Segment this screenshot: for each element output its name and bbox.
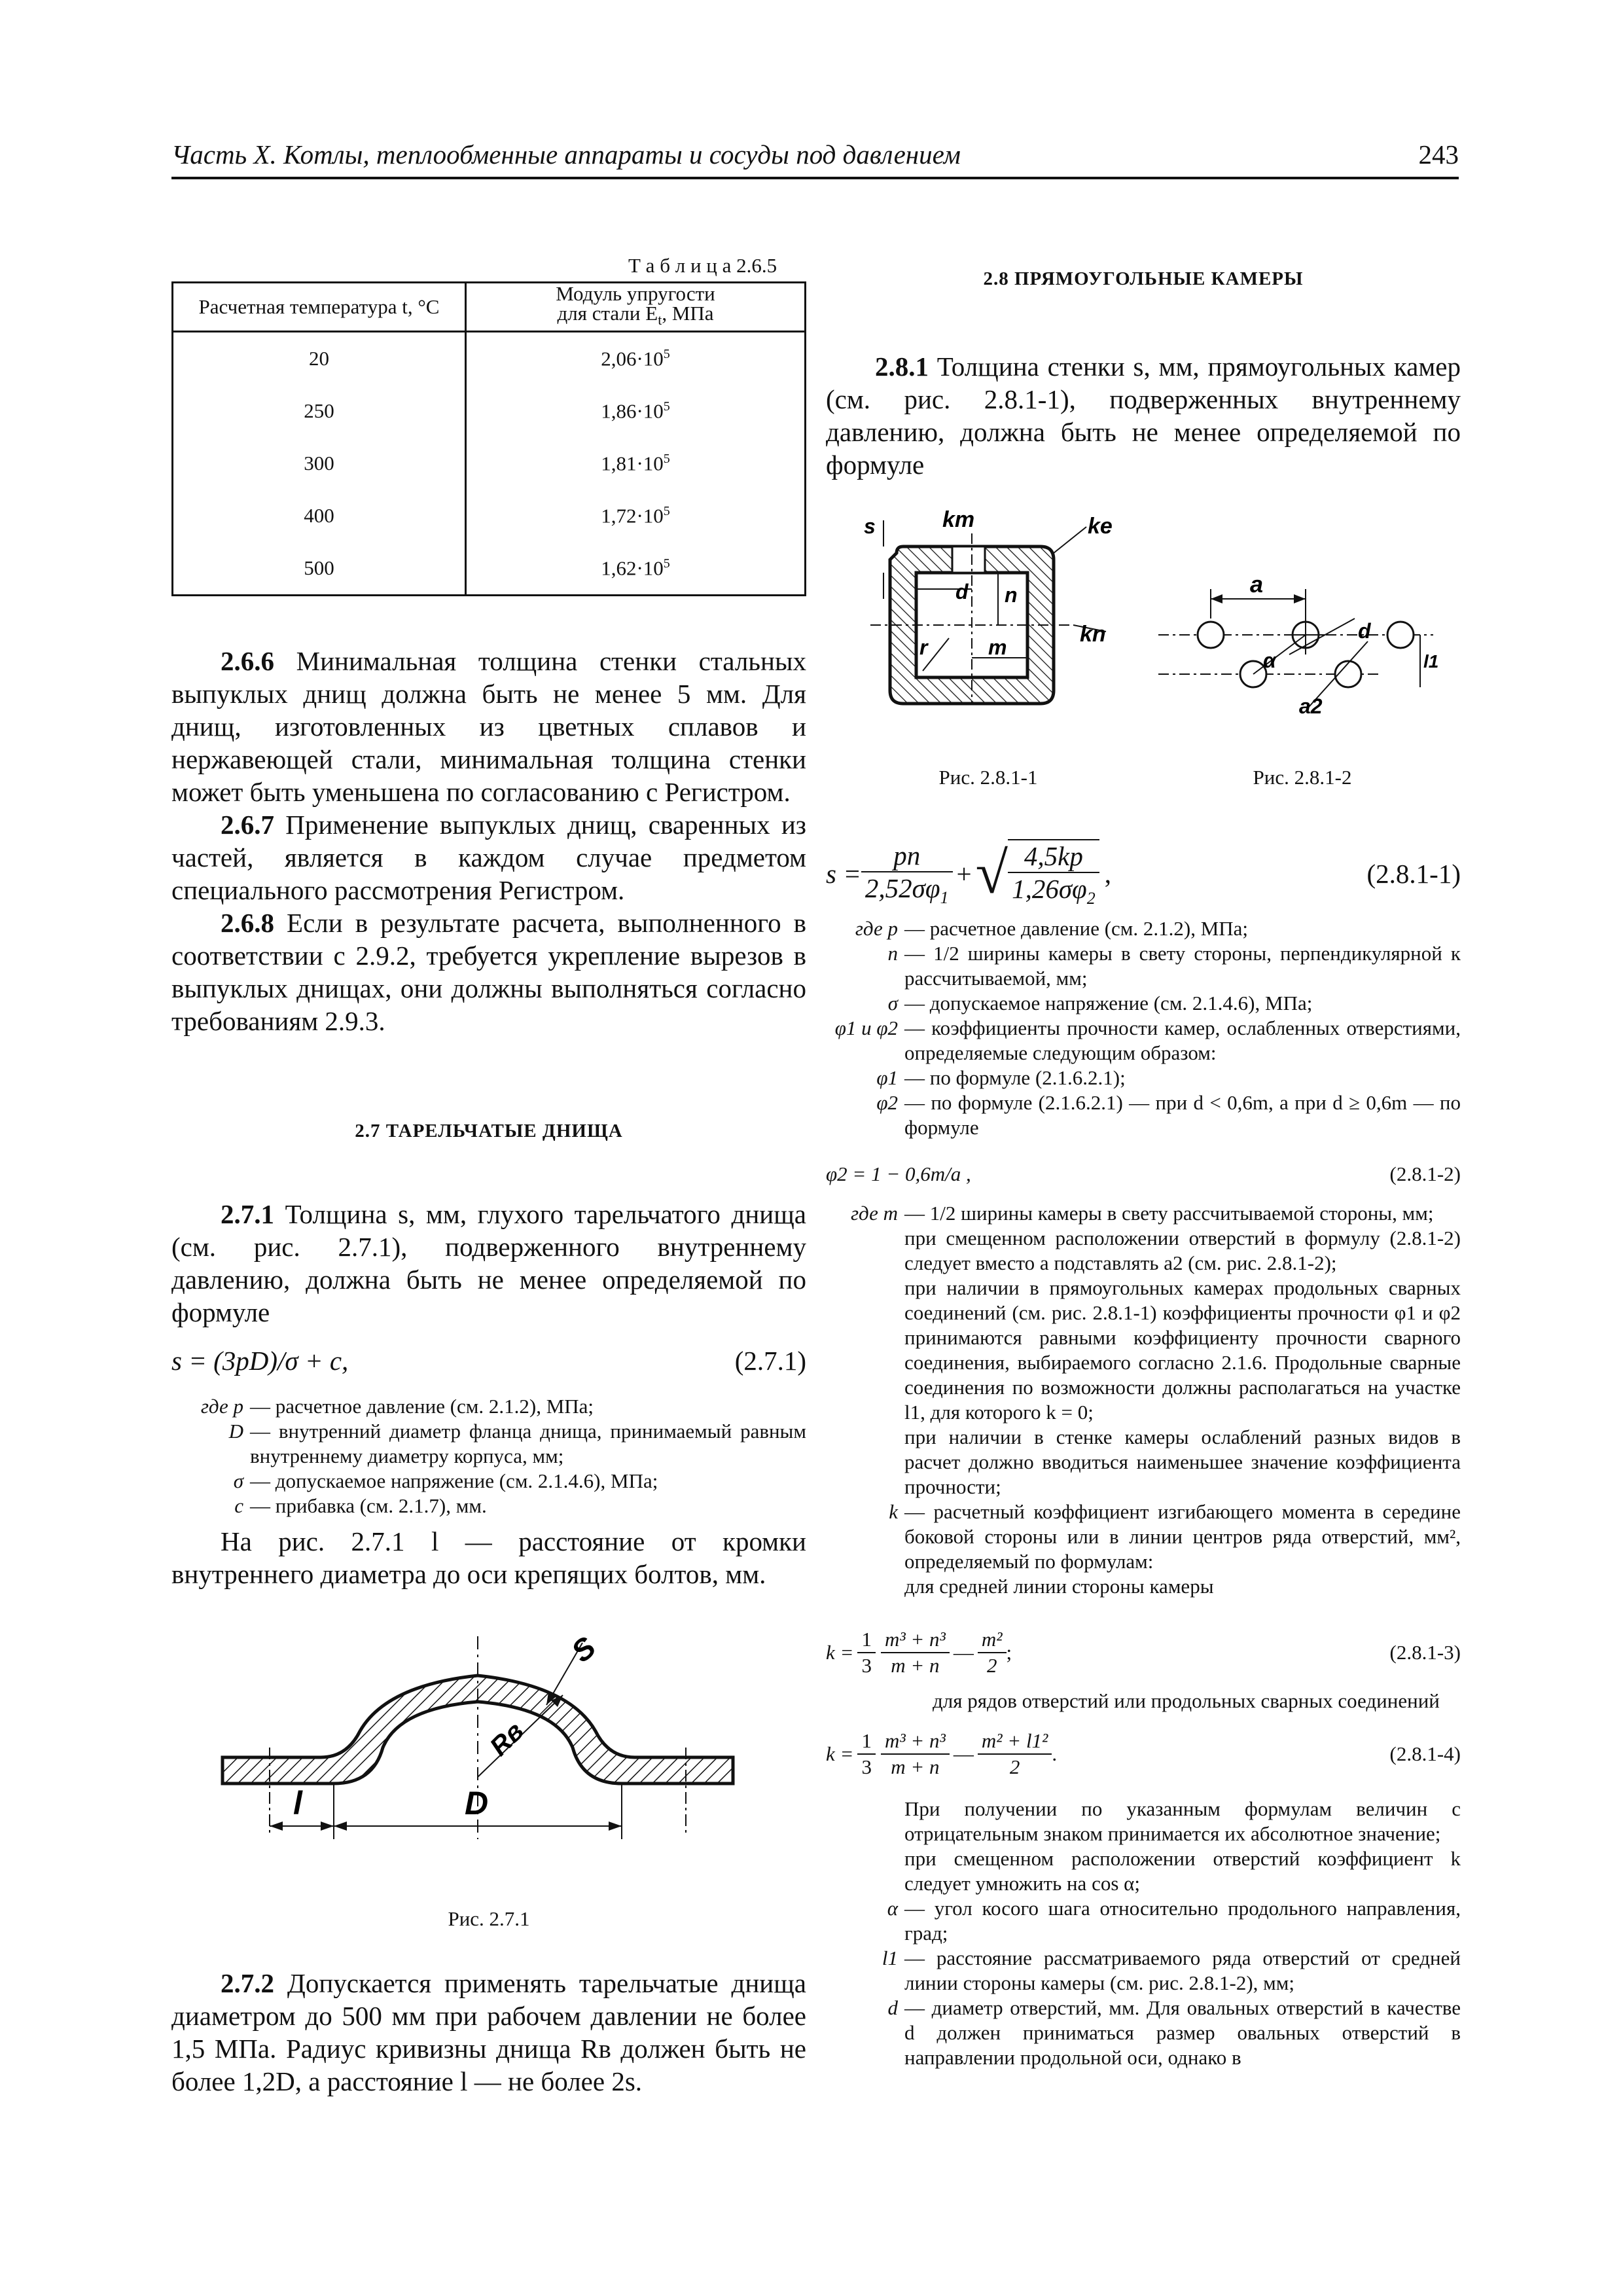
- page-number: 243: [1418, 139, 1459, 170]
- section-heading-2-7: 2.7 ТАРЕЛЬЧАТЫЕ ДНИЩА: [355, 1121, 623, 1141]
- equation-2-8-1-4: k = $\frac{1}{3}$ $\frac{\text{m³ + n³}}{m + n}$ — $\frac{\text{m² + l1²}}{2}$ . (2.8.1-4): [826, 1729, 1461, 1778]
- figure-2-8-1-2: [1158, 556, 1446, 726]
- figure-2-8-1-1-caption: Рис. 2.8.1-1: [938, 766, 1038, 789]
- fig1-label-m: m: [988, 636, 1007, 659]
- table-row: 500 $1,62\cdot 10^5$: [173, 542, 806, 596]
- definitions-2-8-1-2: где m — 1/2 ширины камеры в свету рассчитываемой стороны, мм; при смещенном расположении отверстий в формулу (2.8.1-2) следует вместо a подставлять a2 (см. рис. 2.8.1-2); при наличии в прямоугольных камерах продольных сварных соединений (см. рис. 2.8.1-1) коэффициенты прочности φ1 и φ2 принимаются равными коэффициенту прочности сварного соединения, выбираемого согласно 2.1.6. Продольные сварные соединения по возможности должны располагаться на участке l1, для которого k = 0; при наличии в стенке камеры ослаблений разных видов в расчет должно вводиться наименьшее значение коэффициента прочности; k — расчетный коэффициент изгибающего момента в середине боковой стороны или в линии центров ряда отверстий, мм², определяемый по формулам: для средней линии стороны камеры: [850, 1202, 1461, 1598]
- header-title: Часть X. Котлы, теплообменные аппараты и сосуды под давлением: [171, 139, 961, 170]
- para-2-7-1-note: На рис. 2.7.1 l — расстояние от кромки внутреннего диаметра до оси крепящих болтов, мм.: [171, 1526, 806, 1589]
- section-heading-2-8: 2.8 ПРЯМОУГОЛЬНЫЕ КАМЕРЫ: [983, 268, 1304, 289]
- para-2-6-8: 2.6.8 Если в результате расчета, выполненного в соответствии с 2.9.2, требуется укрепление вырезов в выпуклых днищах, они должны выполняться согласно требованиям 2.9.3.: [171, 908, 806, 1036]
- figure-label-d: D: [465, 1785, 489, 1821]
- table-caption: Т а б л и ц а 2.6.5: [628, 254, 777, 277]
- para-2-6-6: 2.6.6 Минимальная толщина стенки стальных выпуклых днищ должна быть не менее 5 мм. Для днищ, изготовленных из цветных сплавов и нержавеющей стали, минимальная толщина стенки может быть уменьшена по согласованию с Регистром.: [171, 646, 806, 807]
- fig2-label-a2: a2: [1299, 694, 1323, 718]
- definitions-2-8-1-4: При получении по указанным формулам величин с отрицательным знаком принимается их абсолютное значение; при смещенном расположении отверстий коэффициент k следует умножить на cos α; α — угол косого шага относительно продольного направления, град; l1 — расстояние рассматриваемого ряда отверстий от средней линии стороны камеры (см. рис. 2.8.1-2), мм; d — диаметр отверстий, мм. Для овальных отверстий в качестве d должен приниматься размер овальных отверстий в направлении продольной оси, однако в: [882, 1797, 1461, 2069]
- fig2-label-l1: l1: [1423, 651, 1439, 672]
- table-2-6-5: [171, 281, 806, 596]
- fig2-label-a: a: [1250, 571, 1264, 598]
- para-2-7-1: 2.7.1 Толщина s, мм, глухого тарельчатого днища (см. рис. 2.7.1), подверженного внутреннему давлению, должна быть не менее определяемой по формуле: [171, 1199, 806, 1327]
- figure-label-l: l: [293, 1785, 302, 1821]
- left-column-top: [171, 645, 806, 1037]
- equation-2-7-1: s = (3pD)/σ + c, (2.7.1): [171, 1346, 806, 1376]
- figure-2-7-1-caption: Рис. 2.7.1: [448, 1907, 530, 1930]
- header-rule: [171, 177, 1459, 179]
- table-header-modulus: Модуль упругости для стали $E_t$, МПа: [466, 283, 806, 332]
- table-row: 400 $1,72\cdot 10^5$: [173, 490, 806, 542]
- fig2-label-alpha: α: [1263, 649, 1276, 672]
- para-2-7-2: 2.7.2 Допускается применять тарельчатые днища диаметром до 500 мм при рабочем давлении не более 1,5 МПа. Радиус кривизны днища Rв должен быть не более 1,2D, а расстояние l — не более 2s.: [171, 1968, 806, 2096]
- figure-label-s: S: [565, 1630, 602, 1669]
- figure-2-7-1: [216, 1623, 753, 1898]
- figure-2-8-1-2-caption: Рис. 2.8.1-2: [1253, 766, 1352, 789]
- equation-2-8-1-1: s = $\frac{pn}{2,52\sigma\varphi_1}$ + √ $\frac{4,5kp}{1,26\sigma\varphi_2}$ , (2.8.1-1): [826, 840, 1461, 908]
- equation-2-8-1-3: k = $\frac{1}{3}$ $\frac{\text{m³ + n³}}{m + n}$ — $\frac{\text{m²}}{2}$ ; (2.8.1-3): [826, 1628, 1461, 1677]
- definitions-2-8-1-1: где p — расчетное давление (см. 2.1.2), МПа; n — 1/2 ширины камеры в свету стороны, перпендикулярной к рассчитываемой, мм; σ — допускаемое напряжение (см. 2.1.4.6), МПа; φ1 и φ2 — коэффициенты прочности камер, ослабленных отверстиями, определяемые следующим образом: φ1 — по формуле (2.1.6.2.1); φ2 — по формуле (2.1.6.2.1) — при d < 0,6m, а при d ≥ 0,6m — по формуле: [834, 917, 1461, 1139]
- table-row: 20 $2,06\cdot 10^5$: [173, 332, 806, 386]
- para-2-6-7: 2.6.7 Применение выпуклых днищ, сваренных из частей, является в каждом случае предметом специального рассмотрения Регистром.: [171, 810, 806, 905]
- para-2-8-1: 2.8.1 Толщина стенки s, мм, прямоугольных камер (см. рис. 2.8.1-1), подверженных внутреннему давлению, должна быть не менее определяемой по формуле: [826, 351, 1461, 480]
- fig2-label-d: d: [1358, 619, 1371, 643]
- figure-2-8-1-1: [844, 507, 1132, 730]
- fig1-label-n: n: [1005, 583, 1018, 607]
- figure-label-r: Rв: [484, 1716, 529, 1762]
- table-row: 300 $1,81\cdot 10^5$: [173, 437, 806, 490]
- definitions-2-7-1: где p — расчетное давление (см. 2.1.2), МПа; D — внутренний диаметр фланца днища, принимаемый равным внутреннему диаметру корпуса, мм; σ — допускаемое напряжение (см. 2.1.4.6), МПа; c — прибавка (см. 2.1.7), мм.: [200, 1395, 806, 1517]
- table-row: 250 $1,86\cdot 10^5$: [173, 385, 806, 437]
- fig1-label-s: s: [864, 514, 876, 538]
- fig1-label-r: r: [919, 636, 928, 659]
- fig1-label-ke: ke: [1088, 514, 1113, 539]
- equation-2-8-1-2: φ2 = 1 − 0,6m/a , (2.8.1-2): [826, 1162, 1461, 1185]
- running-header: [171, 139, 1459, 170]
- fig1-label-km: km: [942, 507, 975, 532]
- equation-2-8-1-4-intro: для рядов отверстий или продольных сварных соединений: [933, 1689, 1440, 1712]
- fig1-label-kn: kn: [1080, 622, 1106, 647]
- fig1-label-d: d: [955, 580, 969, 603]
- table-header-temp: Расчетная температура t, °C: [173, 283, 466, 332]
